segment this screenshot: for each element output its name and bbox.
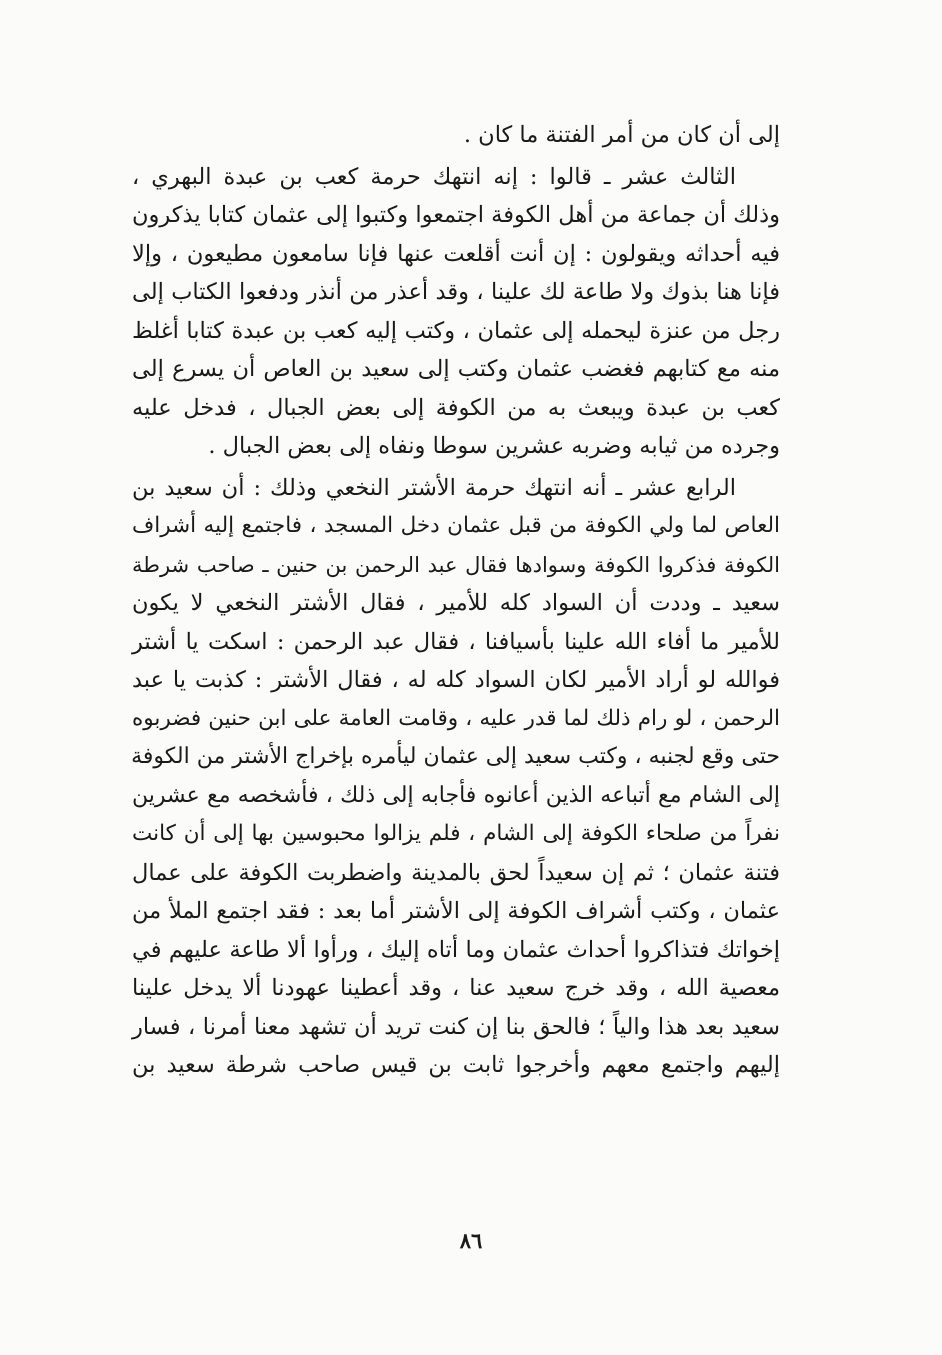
text-line: إليهم واجتمع معهم وأخرجوا ثابت بن قيس صاحب شرطة سعيد بن [132, 1052, 780, 1078]
text-line: إخواتك فتذاكروا أحداث عثمان وما أتاه إليك ، ورأوا ألا طاعة عليهم في [132, 936, 780, 963]
text-line: عثمان ، وكتب أشراف الكوفة إلى الأشتر أما بعد : فقد اجتمع الملأ من [132, 898, 780, 924]
text-line: سعيد ـ وددت أن السواد كله للأمير ، فقال الأشتر النخعي لا يكون [132, 590, 780, 616]
text-line: كعب بن عبدة ويبعث به من الكوفة إلى بعض الجبال ، فدخل عليه [132, 394, 780, 421]
text-line: سعيد بعد هذا والياً ؛ فالحق بنا إن كنت تريد أن تشهد معنا أمرنا ، فسار [132, 1013, 780, 1040]
text-line: فوالله لو أراد الأمير لكان السواد كله له ، فقال الأشتر : كذبت يا عبد [132, 667, 780, 693]
text-line: إلى أن كان من أمر الفتنة ما كان . [463, 122, 780, 148]
text-line: فتنة عثمان ؛ ثم إن سعيداً لحق بالمدينة واضطربت الكوفة على عمال [132, 859, 780, 886]
text-line: نفراً من صلحاء الكوفة إلى الشام ، فلم يزالوا محبوسين بها إلى أن كانت [132, 821, 780, 846]
text-line: فإنا هنا بذوك ولا طاعة لك علينا ، وقد أعذر من أنذر ودفعوا الكتاب إلى [132, 279, 780, 305]
text-line: إلى الشام مع أتباعه الذين أعانوه فأجابه إلى ذلك ، فأشخصه مع عشرين [132, 782, 780, 808]
text-line: الرحمن ، لو رام ذلك لما قدر عليه ، وقامت العامة على ابن حنين فضربوه [132, 705, 780, 731]
paragraph-first-line: الثالث عشر ـ قالوا : إنه انتهك حرمة كعب بن عبدة البهري ، [132, 163, 736, 190]
text-line: حتى وقع لجنبه ، وكتب سعيد إلى عثمان ليأمره بإخراج الأشتر من الكوفة [131, 744, 780, 769]
text-line: معصية الله ، وقد خرج سعيد عنا ، وقد أعطينا عهودنا ألا يدخل علينا [132, 975, 780, 1001]
text-line: الكوفة فذكروا الكوفة وسوادها فقال عبد الرحمن بن حنين ـ صاحب شرطة [132, 552, 780, 577]
text-line: رجل من عنزة ليحمله إلى عثمان ، وكتب إليه كعب بن عبدة كتابا أغلظ [132, 317, 780, 344]
text-line: العاص لما ولي الكوفة من قبل عثمان دخل المسجد ، فاجتمع إليه أشراف [132, 513, 780, 538]
text-line: وجرده من ثيابه وضربه عشرين سوطا ونفاه إلى بعض الجبال . [208, 433, 780, 459]
text-line: فيه أحداثه ويقولون : إن أنت أقلعت عنها فإنا سامعون مطيعون ، وإلا [132, 240, 780, 267]
text-line: للأمير ما أفاء الله علينا بأسيافنا ، فقال عبد الرحمن : اسكت يا أشتر [132, 628, 780, 655]
page-body [132, 116, 780, 1085]
paragraph-first-line: الرابع عشر ـ أنه انتهك حرمة الأشتر النخعي وذلك : أن سعيد بن [132, 474, 736, 501]
text-line: منه مع كتابهم فغضب عثمان وكتب إلى سعيد بن العاص أن يسرع إلى [132, 356, 780, 382]
page-number: ٨٦ [459, 1228, 483, 1253]
text-line: وذلك أن جماعة من أهل الكوفة اجتمعوا وكتبوا إلى عثمان كتابا يذكرون [132, 202, 780, 228]
